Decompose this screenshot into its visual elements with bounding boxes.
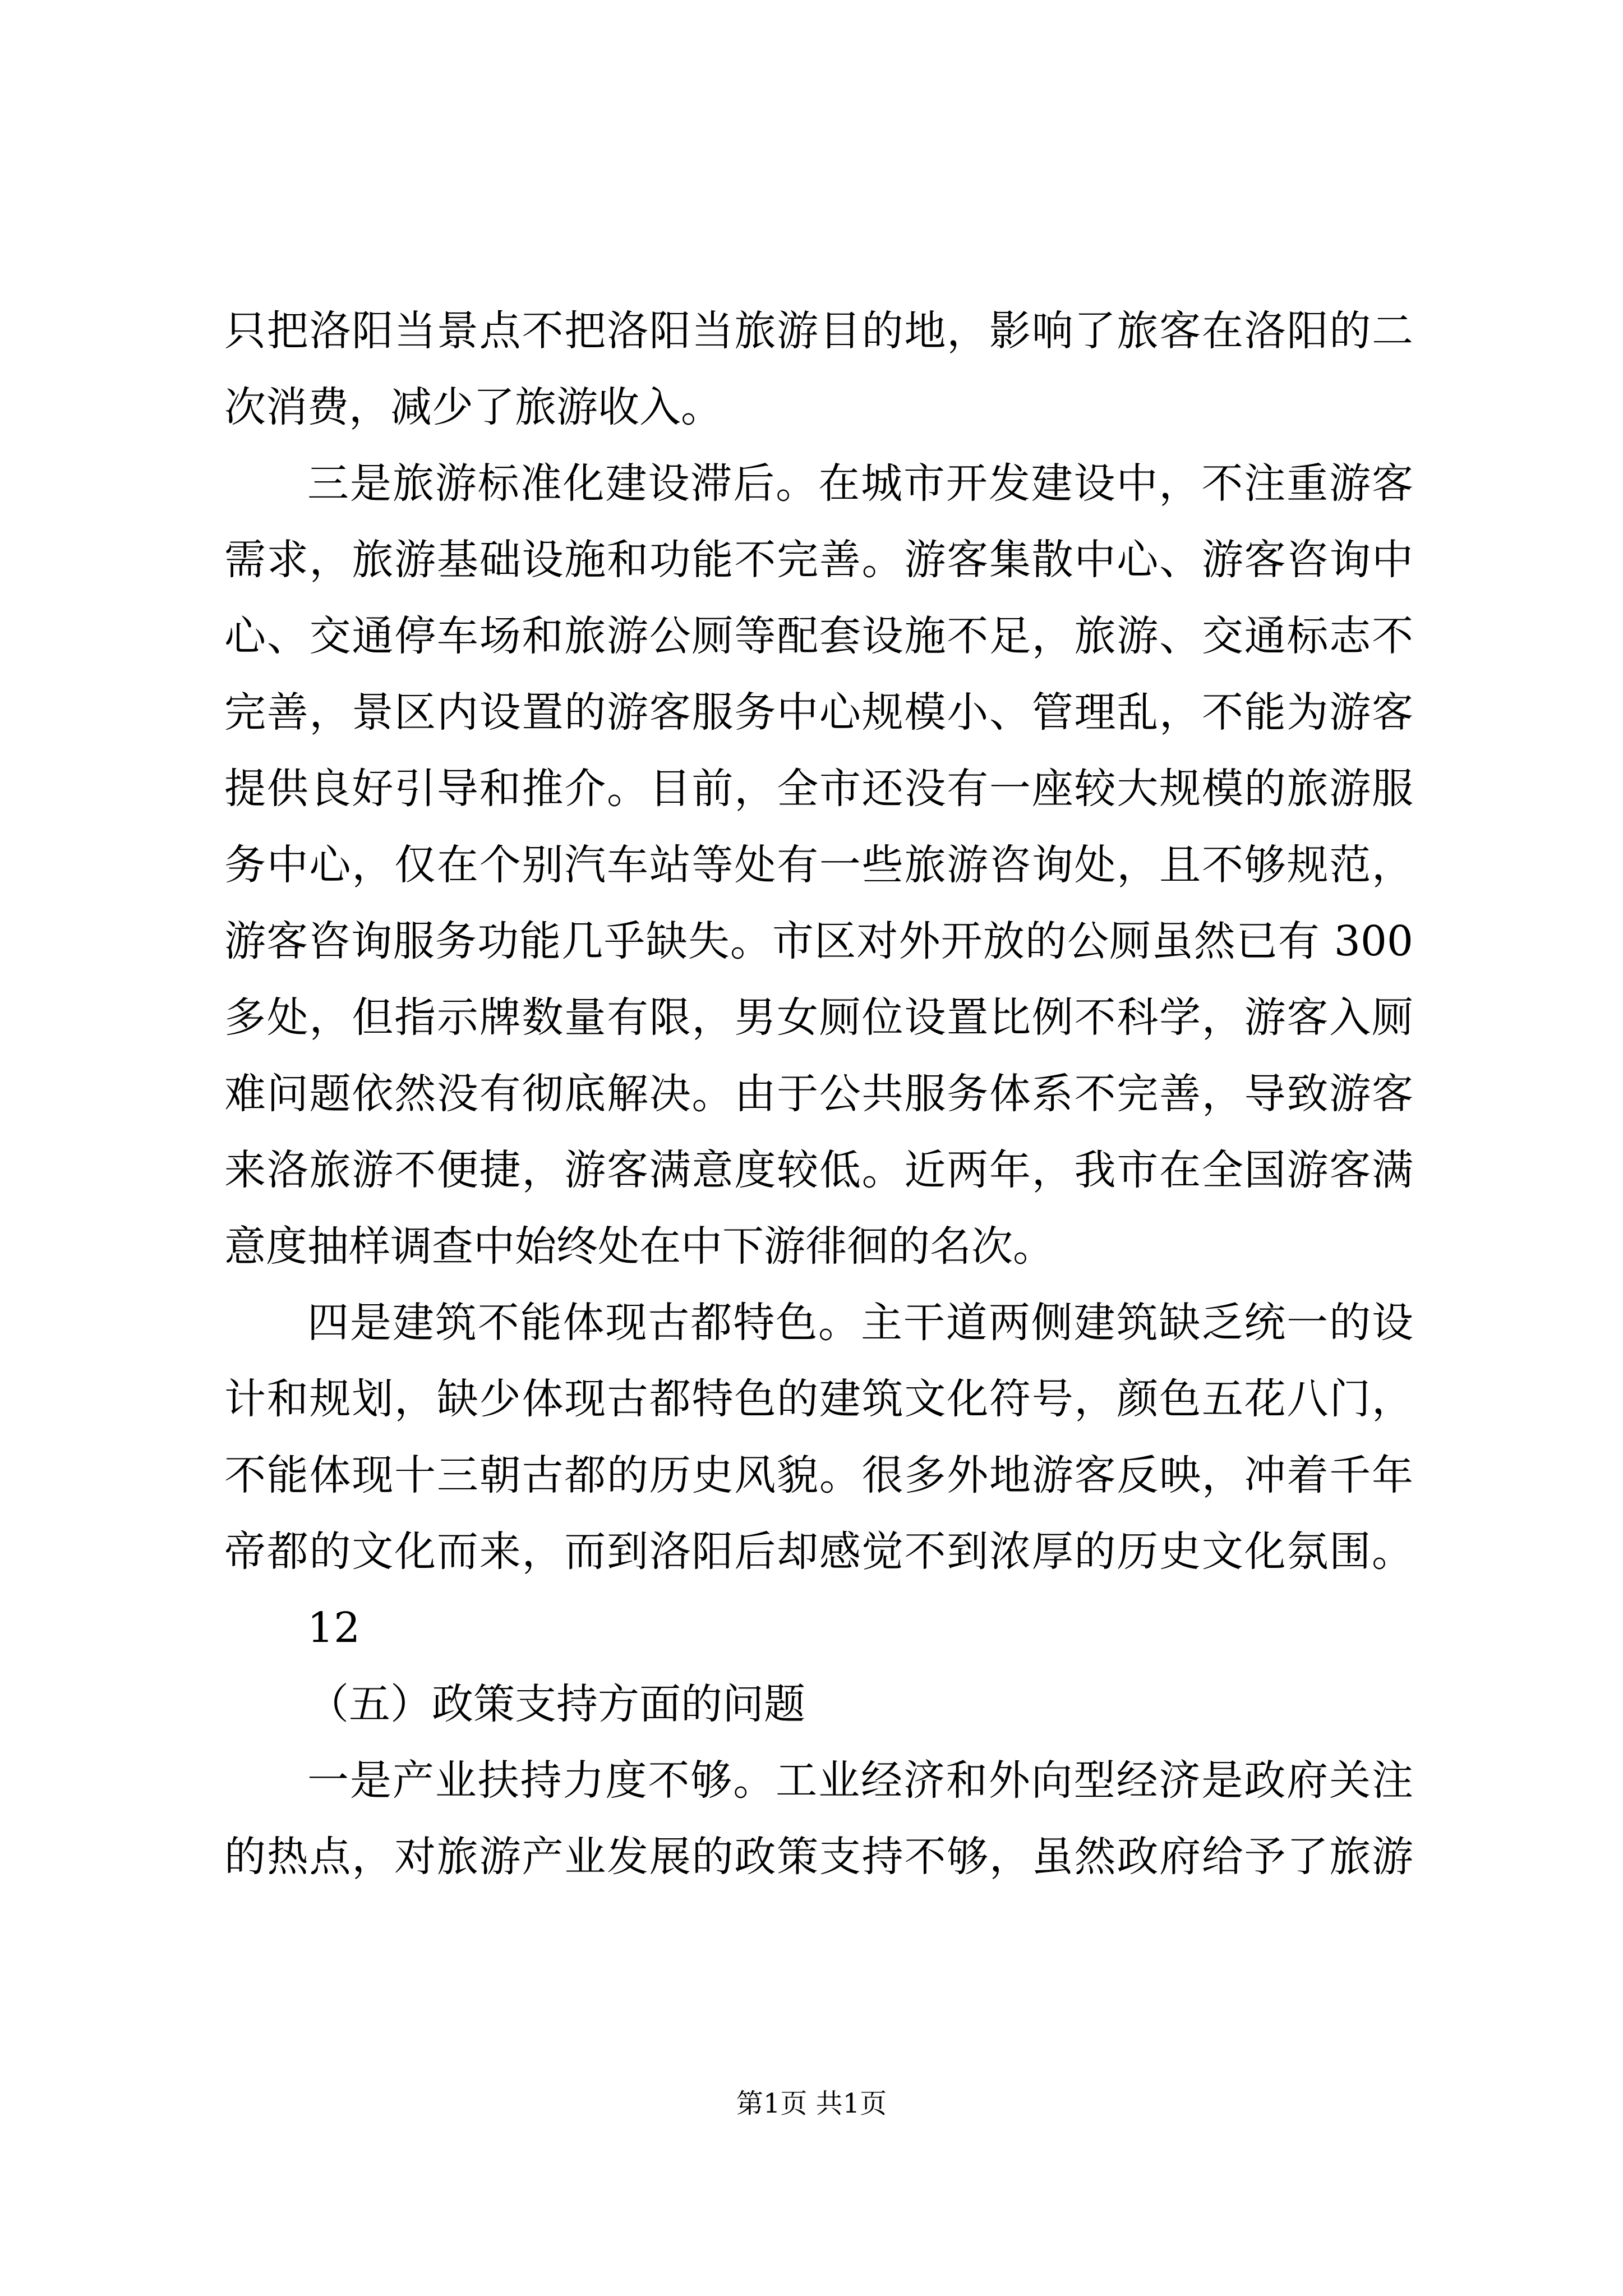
paragraph-line: 难问题依然没有彻底解决。由于公共服务体系不完善，导致游客: [224, 1070, 1413, 1118]
paragraph-line: 需求，旅游基础设施和功能不完善。游客集散中心、游客咨询中: [224, 536, 1413, 584]
page-number-footer: 第1页 共1页: [736, 2088, 887, 2119]
paragraph-line: 来洛旅游不便捷，游客满意度较低。近两年，我市在全国游客满: [224, 1146, 1413, 1194]
paragraph-line: 不能体现十三朝古都的历史风貌。很多外地游客反映，冲着千年: [224, 1451, 1413, 1499]
section-heading: （五）政策支持方面的问题: [307, 1680, 805, 1728]
paragraph-line: 游客咨询服务功能几乎缺失。市区对外开放的公厕虽然已有 300: [224, 917, 1413, 965]
paragraph-line: 务中心，仅在个别汽车站等处有一些旅游咨询处，且不够规范，: [224, 841, 1413, 889]
paragraph-line: 计和规划，缺少体现古都特色的建筑文化符号，颜色五花八门，: [224, 1375, 1413, 1423]
paragraph-line: 提供良好引导和推介。目前，全市还没有一座较大规模的旅游服: [224, 765, 1413, 813]
paragraph-line: 12: [307, 1604, 361, 1652]
paragraph-line: 意度抽样调查中始终处在中下游徘徊的名次。: [224, 1222, 1054, 1271]
paragraph-line: 心、交通停车场和旅游公厕等配套设施不足，旅游、交通标志不: [224, 612, 1413, 660]
paragraph-line: 的热点，对旅游产业发展的政策支持不够，虽然政府给予了旅游: [224, 1833, 1413, 1881]
paragraph-line: 四是建筑不能体现古都特色。主干道两侧建筑缺乏统一的设: [307, 1299, 1413, 1347]
paragraph-line: 次消费，减少了旅游收入。: [224, 383, 722, 431]
paragraph-line: 多处，但指示牌数量有限，男女厕位设置比例不科学，游客入厕: [224, 993, 1413, 1042]
body-text: [224, 293, 1413, 1895]
paragraph-line: 完善，景区内设置的游客服务中心规模小、管理乱，不能为游客: [224, 688, 1413, 737]
paragraph-line: 一是产业扶持力度不够。工业经济和外向型经济是政府关注: [307, 1756, 1413, 1805]
paragraph-line: 三是旅游标准化建设滞后。在城市开发建设中，不注重游客: [307, 459, 1413, 508]
paragraph-line: 帝都的文化而来，而到洛阳后却感觉不到浓厚的历史文化氛围。: [224, 1527, 1413, 1576]
paragraph-line: 只把洛阳当景点不把洛阳当旅游目的地，影响了旅客在洛阳的二: [224, 307, 1413, 355]
